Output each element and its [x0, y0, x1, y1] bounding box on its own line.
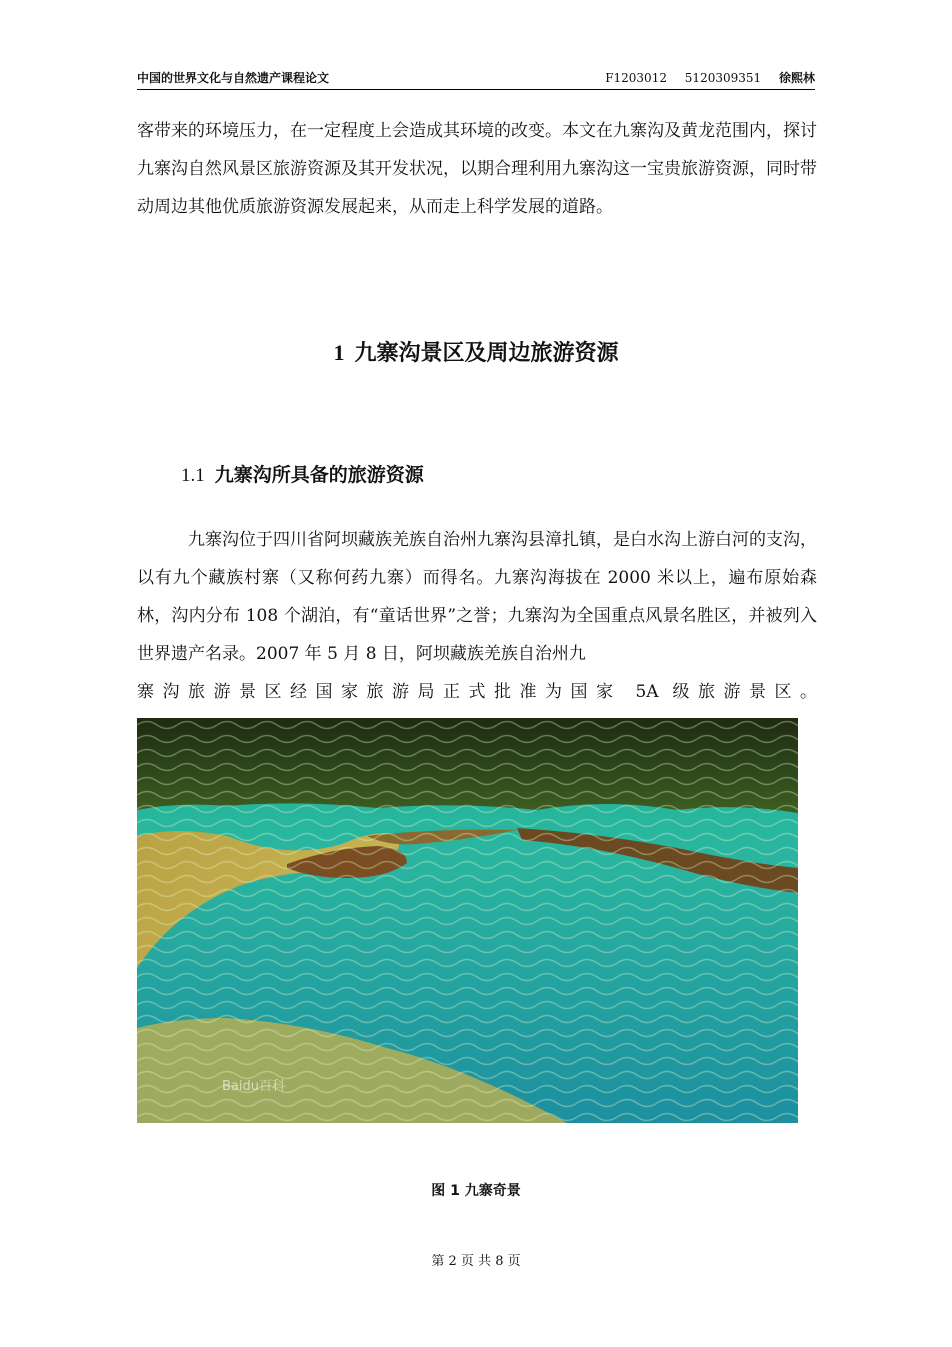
figure-caption: 图 1 九寨奇景 [431, 1183, 521, 1199]
header-divider [137, 89, 815, 90]
body-paragraph [137, 521, 817, 711]
body-paragraph-last-line: 寨沟旅游景区经国家旅游局正式批准为国家 5A 级旅游景区。 [137, 682, 817, 702]
intro-paragraph: 客带来的环境压力，在一定程度上会造成其环境的改变。本文在九寨沟及黄龙范围内，探讨九寨沟自然风景区旅游资源及其开发状况，以期合理利用九寨沟这一宝贵旅游资源，同时带动周边其他优质旅游资源发展起来，从而走上科学发展的道路。 [137, 121, 817, 217]
subsection-heading [181, 460, 424, 487]
section-title: 九寨沟景区及周边旅游资源 [354, 341, 619, 366]
header-student-id: 5120309351 [684, 71, 762, 85]
section-number: 1 [333, 340, 345, 365]
header-course-title: 中国的世界文化与自然遗产课程论文 [137, 71, 330, 85]
header-meta [591, 69, 815, 86]
header-author: 徐熙林 [778, 71, 815, 85]
body-paragraph-main: 九寨沟位于四川省阿坝藏族羌族自治州九寨沟县漳扎镇，是白水沟上游白河的支沟，以有九个藏族村寨（又称何药九寨）而得名。九寨沟海拔在 2000 米以上，遍布原始森林，沟内分布 108 个湖泊，有“童话世界”之誉；九寨沟为全国重点风景名胜区，并被列入世界遗产名录。2007 年 5 月 8 日，阿坝藏族羌族自治州九 [137, 530, 817, 664]
jiuzhaigou-photo [137, 718, 798, 1123]
section-heading [0, 336, 952, 367]
page-footer: 第 2 页 共 8 页 [431, 1254, 521, 1269]
baidu-watermark: Baidu百科 [222, 1079, 285, 1094]
subsection-number: 1.1 [181, 465, 205, 486]
subsection-title: 九寨沟所具备的旅游资源 [214, 464, 424, 486]
header-course-code: F1203012 [605, 71, 667, 85]
